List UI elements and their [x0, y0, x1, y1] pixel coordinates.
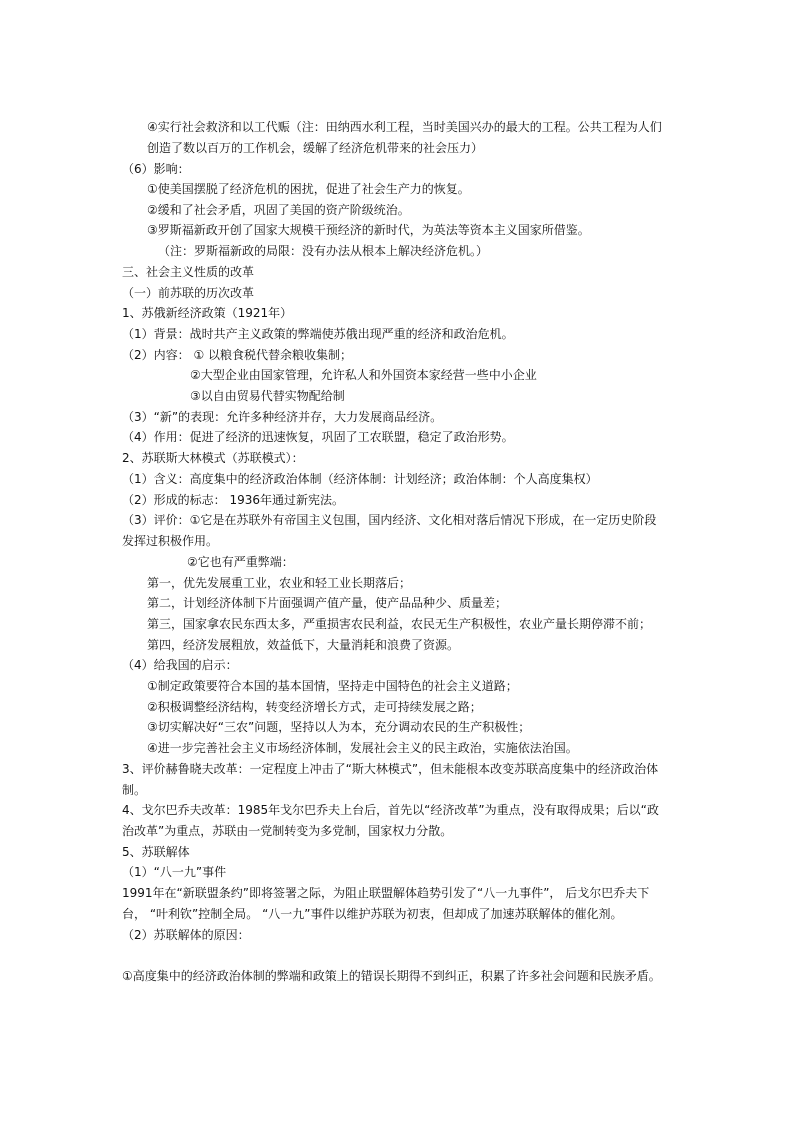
section-heading: 三、社会主义性质的改革 [122, 265, 255, 279]
text-line: （2）苏联解体的原因： [122, 928, 250, 942]
text-line: ④进一步完善社会主义市场经济体制，发展社会主义的民主政治，实施依法治国。 [147, 741, 578, 755]
section-heading: （一）前苏联的历次改革 [122, 286, 255, 300]
section-heading: （4）给我国的启示： [122, 658, 238, 672]
text-line: ③切实解决好“三农”问题，坚持以人为本，充分调动农民的生产积极性； [147, 720, 531, 734]
text-line: （1）“八一九”事件 [122, 865, 227, 879]
text-line: ②积极调整经济结构，转变经济增长方式，走可持续发展之路； [147, 700, 482, 714]
text-line: 第二，计划经济体制下片面强调产值产量，使产品品种少、质量差； [147, 596, 508, 610]
text-line: 治改革”为重点，苏联由一党制转变为多党制，国家权力分散。 [122, 824, 453, 838]
text-line: （1）背景：战时共产主义政策的弊端使苏俄出现严重的经济和政治危机。 [122, 327, 514, 341]
text-line: ③以自由贸易代替实物配给制 [190, 389, 345, 403]
text-line: 3、评价赫鲁晓夫改革：一定程度上冲击了“斯大林模式”，但未能根本改变苏联高度集中的经济政治体 [122, 762, 659, 776]
text-line: （3）“新”的表现：允许多种经济并存，大力发展商品经济。 [122, 410, 443, 424]
text-line: ②它也有严重弊端： [187, 555, 294, 569]
section-heading: （6）影响： [122, 162, 190, 176]
section-heading: 5、苏联解体 [122, 845, 190, 859]
text-line: 第三，国家拿农民东西太多，严重损害农民利益，农民无生产积极性，农业产量长期停滞不前； [147, 617, 652, 631]
text-line: ①高度集中的经济政治体制的弊端和政策上的错误长期得不到纠正，积累了许多社会问题和民族矛盾。 [122, 969, 661, 983]
text-line: （1）含义：高度集中的经济政治体制（经济体制：计划经济；政治体制：个人高度集权） [122, 472, 598, 486]
text-line: 制。 [122, 783, 147, 797]
text-line: 发挥过积极作用。 [122, 534, 219, 548]
text-line: ①制定政策要符合本国的基本国情，坚持走中国特色的社会主义道路； [147, 679, 518, 693]
text-line: ③罗斯福新政开创了国家大规模干预经济的新时代，为英法等资本主义国家所借鉴。 [147, 223, 590, 237]
text-line: （3）评价：①它是在苏联外有帝国主义包围，国内经济、文化相对落后情况下形成，在一定历史阶段 [122, 513, 657, 527]
text-line: ②缓和了社会矛盾，巩固了美国的资产阶级统治。 [147, 203, 410, 217]
text-line: 1991年在“新联盟条约”即将签署之际，为阻止联盟解体趋势引发了“八一九事件”， 后戈尔巴乔夫下 [122, 886, 650, 900]
text-line: （2）内容： ① 以粮食税代替余粮收集制； [122, 348, 353, 362]
text-line: ④实行社会救济和以工代赈（注：田纳西水利工程，当时美国兴办的最大的工程。公共工程为人们 [147, 120, 662, 134]
text-line: 创造了数以百万的工作机会，缓解了经济危机带来的社会压力） [147, 141, 484, 155]
text-line: 第四，经济发展粗放，效益低下，大量消耗和浪费了资源。 [147, 638, 460, 652]
text-line: ①使美国摆脱了经济危机的困扰，促进了社会生产力的恢复。 [147, 182, 470, 196]
text-line: 第一，优先发展重工业，农业和轻工业长期落后； [147, 576, 412, 590]
text-line: 4、戈尔巴乔夫改革：1985年戈尔巴乔夫上台后，首先以“经济改革”为重点，没有取得成果；后以“政 [122, 803, 659, 817]
section-heading: 2、苏联斯大林模式（苏联模式）： [122, 451, 304, 465]
text-line: ②大型企业由国家管理，允许私人和外国资本家经营一些中小企业 [190, 368, 537, 382]
section-heading: 1、苏俄新经济政策（1921年） [122, 306, 293, 320]
text-line: （4）作用：促进了经济的迅速恢复，巩固了工农联盟，稳定了政治形势。 [122, 430, 514, 444]
text-line: 台， “叶利钦”控制全局。 “八一九”事件以维护苏联为初衷，但却成了加速苏联解体的催化剂。 [122, 907, 623, 921]
note-line: （注：罗斯福新政的局限：没有办法从根本上解决经济危机。） [158, 244, 489, 258]
text-line: （2）形成的标志： 1936年通过新宪法。 [122, 493, 344, 507]
